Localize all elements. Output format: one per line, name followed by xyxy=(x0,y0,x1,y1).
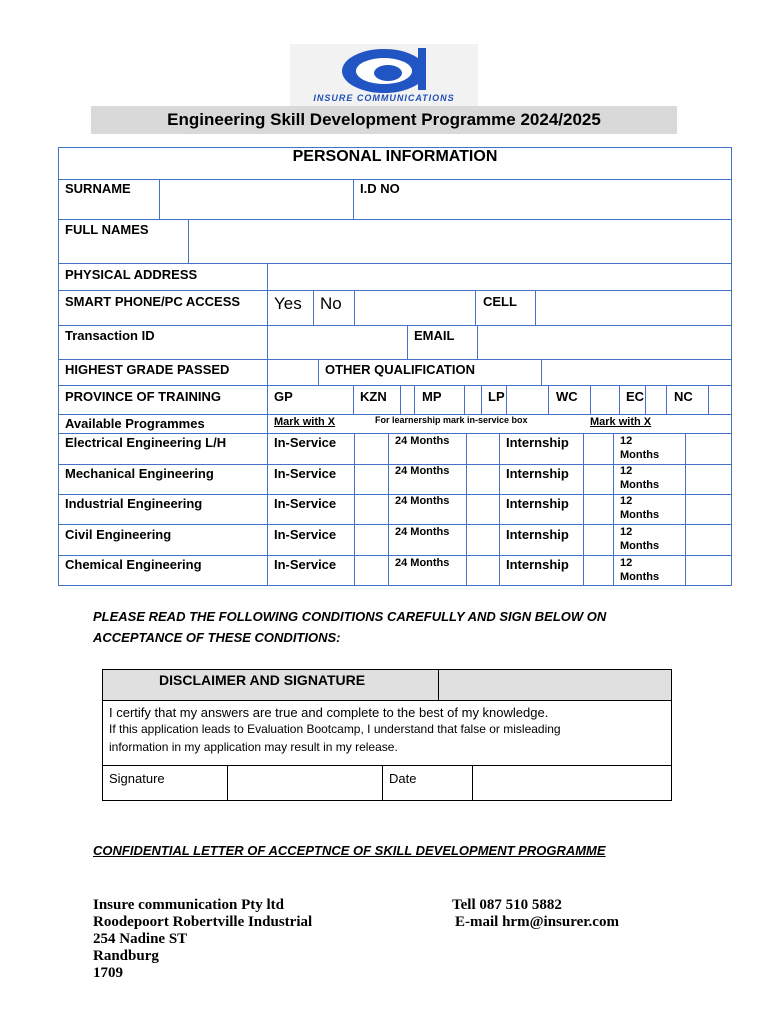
confidential-letter-title: CONFIDENTIAL LETTER OF ACCEPTNCE OF SKILL DEVELOPMENT PROGRAMME xyxy=(93,843,606,858)
in-service-label: In-Service xyxy=(274,466,337,481)
duration-12: 12 xyxy=(620,526,633,538)
duration-12: 12 xyxy=(620,495,633,507)
internship-checkbox[interactable] xyxy=(584,495,613,524)
available-programmes-label: Available Programmes xyxy=(65,416,205,431)
duration-24-months: 24 Months xyxy=(395,526,450,538)
cell-field[interactable] xyxy=(536,291,730,325)
section-heading-personal-information: PERSONAL INFORMATION xyxy=(292,148,498,165)
date-field[interactable] xyxy=(473,766,671,800)
physical-address-field[interactable] xyxy=(268,264,730,290)
id-no-field[interactable] xyxy=(410,180,730,219)
province-lp: LP xyxy=(488,389,505,404)
signature-label: Signature xyxy=(109,771,165,786)
disclaimer-heading: DISCLAIMER AND SIGNATURE xyxy=(159,672,366,688)
duration-12: 12 xyxy=(620,435,633,447)
physical-address-label: PHYSICAL ADDRESS xyxy=(65,267,198,282)
transaction-id-field[interactable] xyxy=(268,326,407,359)
province-mp: MP xyxy=(422,389,442,404)
internship-checkbox[interactable] xyxy=(584,465,613,494)
address-line: 254 Nadine ST xyxy=(93,931,188,947)
surname-label: SURNAME xyxy=(65,181,131,196)
no-option[interactable]: No xyxy=(320,294,342,313)
duration-24-months: 24 Months xyxy=(395,557,450,569)
internship-label: Internship xyxy=(506,496,569,511)
email-field[interactable] xyxy=(478,326,730,359)
id-no-label: I.D NO xyxy=(360,181,400,196)
programme-name: Electrical Engineering L/H xyxy=(65,435,227,450)
duration-24-months: 24 Months xyxy=(395,465,450,477)
internship-label: Internship xyxy=(506,557,569,572)
conditions-notice xyxy=(93,606,693,648)
duration-12: 12 xyxy=(620,557,633,569)
in-service-checkbox[interactable] xyxy=(355,434,388,464)
in-service-label: In-Service xyxy=(274,435,337,450)
address-line: Insure communication Pty ltd xyxy=(93,897,284,913)
internship-label: Internship xyxy=(506,435,569,450)
programme-name: Civil Engineering xyxy=(65,527,172,542)
duration-months: Months xyxy=(620,540,660,552)
address-line: Roodepoort Robertville Industrial xyxy=(93,914,313,930)
province-gp: GP xyxy=(274,389,293,404)
yes-option[interactable]: Yes xyxy=(274,294,302,313)
learnership-note: For learnership mark in-service box xyxy=(375,415,528,425)
internship-checkbox[interactable] xyxy=(584,434,613,464)
full-names-label: FULL NAMES xyxy=(65,222,149,237)
in-service-checkbox[interactable] xyxy=(355,465,388,494)
in-service-label: In-Service xyxy=(274,527,337,542)
internship-checkbox[interactable] xyxy=(584,556,613,585)
conditions-line-1: PLEASE READ THE FOLLOWING CONDITIONS CAREFULLY AND SIGN BELOW ON xyxy=(93,609,607,624)
full-names-field[interactable] xyxy=(189,220,730,263)
address-line: 1709 xyxy=(93,965,123,981)
in-service-checkbox[interactable] xyxy=(355,525,388,555)
duration-months: Months xyxy=(620,571,660,583)
smart-access-label: SMART PHONE/PC ACCESS xyxy=(65,294,241,309)
conditions-line-2: ACCEPTANCE OF THESE CONDITIONS: xyxy=(93,630,341,645)
address-line: Randburg xyxy=(93,948,159,964)
duration-months: Months xyxy=(620,509,660,521)
duration-months: Months xyxy=(620,449,660,461)
internship-label: Internship xyxy=(506,466,569,481)
province-ec: EC xyxy=(626,389,645,404)
mark-with-x-label-2: Mark with X xyxy=(590,416,652,428)
province-label: PROVINCE OF TRAINING xyxy=(65,389,222,404)
cell-label: CELL xyxy=(483,294,517,309)
programme-name: Chemical Engineering xyxy=(65,557,202,572)
contact-email: E-mail hrm@insurer.com xyxy=(455,914,619,930)
page-title: Engineering Skill Development Programme 2024/2025 xyxy=(91,106,677,134)
email-label: EMAIL xyxy=(414,328,455,343)
other-qualification-label: OTHER QUALIFICATION xyxy=(325,362,475,377)
surname-field[interactable] xyxy=(160,180,353,219)
programme-name: Industrial Engineering xyxy=(65,496,203,511)
company-address xyxy=(93,897,312,982)
disclaimer-line-3: information in my application may result in my release. xyxy=(109,740,398,754)
date-label: Date xyxy=(389,771,417,786)
programme-name: Mechanical Engineering xyxy=(65,466,214,481)
disclaimer-line-1: I certify that my answers are true and complete to the best of my knowledge. xyxy=(109,705,549,720)
duration-24-months: 24 Months xyxy=(395,435,450,447)
in-service-label: In-Service xyxy=(274,496,337,511)
internship-checkbox[interactable] xyxy=(584,525,613,555)
duration-months: Months xyxy=(620,479,660,491)
disclaimer-line-2: If this application leads to Evaluation Bootcamp, I understand that false or misleading xyxy=(109,722,561,736)
in-service-checkbox[interactable] xyxy=(355,495,388,524)
signature-field[interactable] xyxy=(228,766,382,800)
in-service-label: In-Service xyxy=(274,557,337,572)
transaction-id-label: Transaction ID xyxy=(65,328,155,343)
highest-grade-label: HIGHEST GRADE PASSED xyxy=(65,362,230,377)
logo-text: INSURE COMMUNICATIONS xyxy=(313,93,455,103)
contact-tel: Tell 087 510 5882 xyxy=(452,897,562,913)
province-wc: WC xyxy=(556,389,578,404)
mark-with-x-label: Mark with X xyxy=(274,416,336,428)
duration-12: 12 xyxy=(620,465,633,477)
duration-24-months: 24 Months xyxy=(395,495,450,507)
province-kzn: KZN xyxy=(360,389,387,404)
in-service-checkbox[interactable] xyxy=(355,556,388,585)
province-nc: NC xyxy=(674,389,693,404)
internship-label: Internship xyxy=(506,527,569,542)
company-logo xyxy=(290,44,478,106)
